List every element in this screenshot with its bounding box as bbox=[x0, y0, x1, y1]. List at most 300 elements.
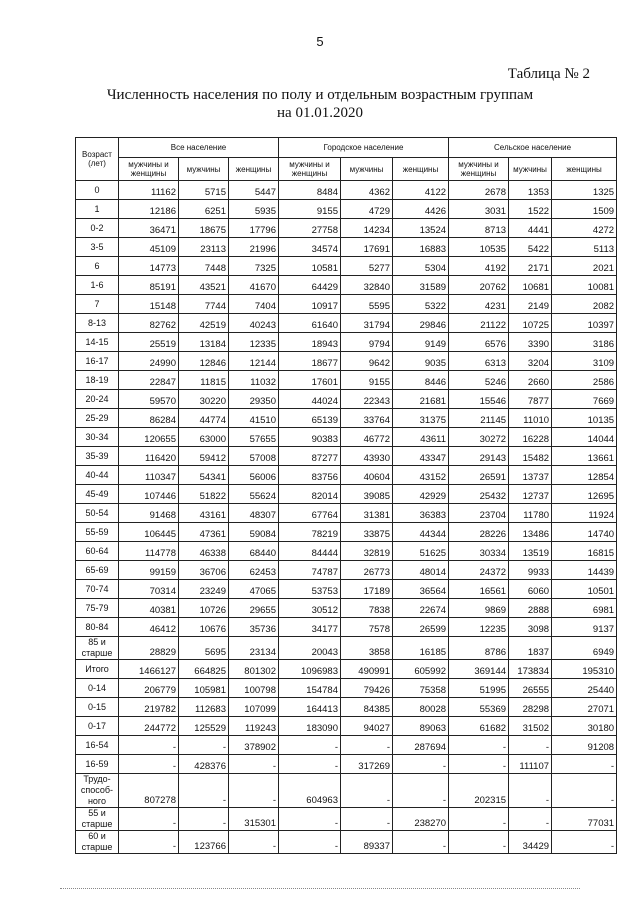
table-cell: 51995 bbox=[449, 679, 509, 698]
table-cell: 4272 bbox=[552, 219, 617, 238]
table-cell: 15148 bbox=[119, 295, 179, 314]
table-cell: 125529 bbox=[179, 717, 229, 736]
table-cell: 34429 bbox=[509, 831, 552, 854]
table-cell: 6576 bbox=[449, 333, 509, 352]
table-cell: 33875 bbox=[341, 523, 393, 542]
table-cell: 17189 bbox=[341, 580, 393, 599]
table-cell: 18677 bbox=[279, 352, 341, 371]
table-cell: 79426 bbox=[341, 679, 393, 698]
table-cell: 106445 bbox=[119, 523, 179, 542]
table-cell: 47361 bbox=[179, 523, 229, 542]
table-cell: - bbox=[341, 774, 393, 808]
table-cell: - bbox=[119, 736, 179, 755]
table-cell: 164413 bbox=[279, 698, 341, 717]
table-cell: - bbox=[341, 736, 393, 755]
table-cell: 2082 bbox=[552, 295, 617, 314]
table-cell: 43611 bbox=[393, 428, 449, 447]
table-cell: 21145 bbox=[449, 409, 509, 428]
table-cell: 1096983 bbox=[279, 660, 341, 679]
table-cell: 11924 bbox=[552, 504, 617, 523]
table-cell: 39085 bbox=[341, 485, 393, 504]
table-cell: 7404 bbox=[229, 295, 279, 314]
row-age-label: 30-34 bbox=[76, 428, 119, 447]
table-cell: 100798 bbox=[229, 679, 279, 698]
row-age-label: 8-13 bbox=[76, 314, 119, 333]
table-cell: 317269 bbox=[341, 755, 393, 774]
table-cell: 8786 bbox=[449, 637, 509, 660]
table-cell: 10726 bbox=[179, 599, 229, 618]
table-cell: 82762 bbox=[119, 314, 179, 333]
table-cell: 25440 bbox=[552, 679, 617, 698]
table-cell: 23113 bbox=[179, 238, 229, 257]
table-cell: 43521 bbox=[179, 276, 229, 295]
table-cell: 59570 bbox=[119, 390, 179, 409]
table-cell: 10397 bbox=[552, 314, 617, 333]
table-cell: - bbox=[449, 755, 509, 774]
table-cell: 44774 bbox=[179, 409, 229, 428]
row-age-label: 50-54 bbox=[76, 504, 119, 523]
table-cell: 36383 bbox=[393, 504, 449, 523]
table-cell: 28226 bbox=[449, 523, 509, 542]
table-row bbox=[76, 660, 617, 679]
table-row bbox=[76, 409, 617, 428]
table-cell: 29846 bbox=[393, 314, 449, 333]
table-cell: 3390 bbox=[509, 333, 552, 352]
table-cell: 12695 bbox=[552, 485, 617, 504]
table-cell: 35736 bbox=[229, 618, 279, 637]
table-cell: 23134 bbox=[229, 637, 279, 660]
table-cell: - bbox=[119, 755, 179, 774]
table-cell: 604963 bbox=[279, 774, 341, 808]
table-cell: 9933 bbox=[509, 561, 552, 580]
table-cell: 5322 bbox=[393, 295, 449, 314]
table-cell: 63000 bbox=[179, 428, 229, 447]
table-cell: 8484 bbox=[279, 181, 341, 200]
table-cell: 53753 bbox=[279, 580, 341, 599]
table-cell: 12144 bbox=[229, 352, 279, 371]
table-cell: 59084 bbox=[229, 523, 279, 542]
table-cell: 4426 bbox=[393, 200, 449, 219]
table-cell: 14740 bbox=[552, 523, 617, 542]
table-cell: 34574 bbox=[279, 238, 341, 257]
table-row bbox=[76, 774, 617, 808]
table-cell: 5447 bbox=[229, 181, 279, 200]
table-row bbox=[76, 257, 617, 276]
row-age-label: 7 bbox=[76, 295, 119, 314]
table-row bbox=[76, 238, 617, 257]
table-cell: 119243 bbox=[229, 717, 279, 736]
table-cell: 43930 bbox=[341, 447, 393, 466]
table-cell: 16815 bbox=[552, 542, 617, 561]
table-cell: 67764 bbox=[279, 504, 341, 523]
table-cell: 51822 bbox=[179, 485, 229, 504]
table-cell: 43347 bbox=[393, 447, 449, 466]
header-group-urban: Городское население bbox=[279, 138, 449, 158]
table-cell: 9869 bbox=[449, 599, 509, 618]
table-cell: 77031 bbox=[552, 808, 617, 831]
header-sub-male: мужчины bbox=[341, 158, 393, 181]
table-cell: 18675 bbox=[179, 219, 229, 238]
row-age-label: 55-59 bbox=[76, 523, 119, 542]
table-cell: - bbox=[229, 774, 279, 808]
table-cell: 807278 bbox=[119, 774, 179, 808]
table-cell: 89063 bbox=[393, 717, 449, 736]
table-cell: 30512 bbox=[279, 599, 341, 618]
table-cell: 16883 bbox=[393, 238, 449, 257]
row-age-label: 25-29 bbox=[76, 409, 119, 428]
table-cell: 4441 bbox=[509, 219, 552, 238]
table-cell: 22674 bbox=[393, 599, 449, 618]
row-age-label: 0-14 bbox=[76, 679, 119, 698]
header-sub-female: женщины bbox=[393, 158, 449, 181]
table-cell: - bbox=[119, 831, 179, 854]
table-row bbox=[76, 679, 617, 698]
table-cell: 91468 bbox=[119, 504, 179, 523]
table-cell: 12854 bbox=[552, 466, 617, 485]
table-row bbox=[76, 599, 617, 618]
table-row bbox=[76, 637, 617, 660]
table-row bbox=[76, 371, 617, 390]
table-cell: 41510 bbox=[229, 409, 279, 428]
row-age-label: 14-15 bbox=[76, 333, 119, 352]
table-row bbox=[76, 276, 617, 295]
table-cell: 9155 bbox=[279, 200, 341, 219]
table-cell: 5595 bbox=[341, 295, 393, 314]
table-cell: 7325 bbox=[229, 257, 279, 276]
table-cell: 36706 bbox=[179, 561, 229, 580]
table-row bbox=[76, 390, 617, 409]
table-cell: 55624 bbox=[229, 485, 279, 504]
table-cell: 112683 bbox=[179, 698, 229, 717]
table-cell: - bbox=[552, 755, 617, 774]
row-age-label: 0 bbox=[76, 181, 119, 200]
table-cell: 238270 bbox=[393, 808, 449, 831]
table-cell: 13737 bbox=[509, 466, 552, 485]
table-cell: 32840 bbox=[341, 276, 393, 295]
table-row bbox=[76, 561, 617, 580]
table-cell: 114778 bbox=[119, 542, 179, 561]
table-cell: 7448 bbox=[179, 257, 229, 276]
table-cell: 29143 bbox=[449, 447, 509, 466]
table-cell: 116420 bbox=[119, 447, 179, 466]
table-cell: 13661 bbox=[552, 447, 617, 466]
table-cell: 8713 bbox=[449, 219, 509, 238]
table-cell: 30334 bbox=[449, 542, 509, 561]
table-cell: 18943 bbox=[279, 333, 341, 352]
table-cell: 5422 bbox=[509, 238, 552, 257]
table-cell: 219782 bbox=[119, 698, 179, 717]
table-cell: 41670 bbox=[229, 276, 279, 295]
table-cell: 43161 bbox=[179, 504, 229, 523]
row-age-label: 16-54 bbox=[76, 736, 119, 755]
table-cell: 4122 bbox=[393, 181, 449, 200]
table-cell: 13486 bbox=[509, 523, 552, 542]
row-age-label: 0-2 bbox=[76, 219, 119, 238]
table-cell: - bbox=[179, 774, 229, 808]
table-cell: 3204 bbox=[509, 352, 552, 371]
title-line-2: на 01.01.2020 bbox=[277, 105, 363, 121]
table-cell: 14044 bbox=[552, 428, 617, 447]
table-row bbox=[76, 200, 617, 219]
table-cell: 80028 bbox=[393, 698, 449, 717]
table-cell: 65139 bbox=[279, 409, 341, 428]
table-cell: 91208 bbox=[552, 736, 617, 755]
table-cell: 15546 bbox=[449, 390, 509, 409]
table-cell: 5935 bbox=[229, 200, 279, 219]
table-cell: 10501 bbox=[552, 580, 617, 599]
header-sub-male: мужчины bbox=[179, 158, 229, 181]
row-age-label: 75-79 bbox=[76, 599, 119, 618]
table-cell: 30180 bbox=[552, 717, 617, 736]
table-cell: 13524 bbox=[393, 219, 449, 238]
table-cell: 5304 bbox=[393, 257, 449, 276]
table-row bbox=[76, 295, 617, 314]
row-age-label: 16-17 bbox=[76, 352, 119, 371]
table-cell: 1466127 bbox=[119, 660, 179, 679]
table-cell: 4729 bbox=[341, 200, 393, 219]
table-cell: 11010 bbox=[509, 409, 552, 428]
table-cell: 14234 bbox=[341, 219, 393, 238]
table-cell: 47065 bbox=[229, 580, 279, 599]
table-cell: 4362 bbox=[341, 181, 393, 200]
table-cell: 2171 bbox=[509, 257, 552, 276]
table-cell: 48307 bbox=[229, 504, 279, 523]
row-age-label: 1 bbox=[76, 200, 119, 219]
table-row bbox=[76, 523, 617, 542]
table-cell: 123766 bbox=[179, 831, 229, 854]
table-cell: - bbox=[449, 736, 509, 755]
table-cell: 7578 bbox=[341, 618, 393, 637]
table-cell: 801302 bbox=[229, 660, 279, 679]
table-row bbox=[76, 618, 617, 637]
table-cell: 44024 bbox=[279, 390, 341, 409]
table-cell: 64429 bbox=[279, 276, 341, 295]
table-cell: 70314 bbox=[119, 580, 179, 599]
table-cell: - bbox=[509, 774, 552, 808]
table-cell: 16228 bbox=[509, 428, 552, 447]
table-cell: - bbox=[229, 831, 279, 854]
table-cell: 48014 bbox=[393, 561, 449, 580]
row-age-label: 35-39 bbox=[76, 447, 119, 466]
table-number: Таблица № 2 bbox=[507, 66, 590, 82]
table-cell: 31375 bbox=[393, 409, 449, 428]
row-age-label: 0-17 bbox=[76, 717, 119, 736]
table-cell: 22343 bbox=[341, 390, 393, 409]
table-cell: 10917 bbox=[279, 295, 341, 314]
table-cell: 11780 bbox=[509, 504, 552, 523]
table-cell: - bbox=[393, 831, 449, 854]
table-cell: 12235 bbox=[449, 618, 509, 637]
table-cell: 12186 bbox=[119, 200, 179, 219]
table-cell: 107446 bbox=[119, 485, 179, 504]
table-row bbox=[76, 736, 617, 755]
table-cell: 287694 bbox=[393, 736, 449, 755]
table-cell: 206779 bbox=[119, 679, 179, 698]
table-cell: 10725 bbox=[509, 314, 552, 333]
table-row bbox=[76, 333, 617, 352]
table-cell: 30220 bbox=[179, 390, 229, 409]
table-cell: 34177 bbox=[279, 618, 341, 637]
table-cell: 1522 bbox=[509, 200, 552, 219]
table-cell: 9035 bbox=[393, 352, 449, 371]
table-cell: 12335 bbox=[229, 333, 279, 352]
row-age-label: 16-59 bbox=[76, 755, 119, 774]
table-cell: 23249 bbox=[179, 580, 229, 599]
table-cell: - bbox=[229, 755, 279, 774]
table-cell: 56006 bbox=[229, 466, 279, 485]
table-cell: 154784 bbox=[279, 679, 341, 698]
table-row bbox=[76, 219, 617, 238]
table-cell: 10081 bbox=[552, 276, 617, 295]
table-cell: 11162 bbox=[119, 181, 179, 200]
table-cell: 84444 bbox=[279, 542, 341, 561]
table-cell: 2678 bbox=[449, 181, 509, 200]
table-cell: 26555 bbox=[509, 679, 552, 698]
table-cell: 7838 bbox=[341, 599, 393, 618]
table-cell: 10681 bbox=[509, 276, 552, 295]
table-cell: 111107 bbox=[509, 755, 552, 774]
table-row bbox=[76, 808, 617, 831]
row-age-label: 60 и старше bbox=[76, 831, 119, 854]
row-age-label: 60-64 bbox=[76, 542, 119, 561]
table-cell: 105981 bbox=[179, 679, 229, 698]
table-cell: 9155 bbox=[341, 371, 393, 390]
row-age-label: 55 и старше bbox=[76, 808, 119, 831]
table-cell: 4192 bbox=[449, 257, 509, 276]
table-cell: 21681 bbox=[393, 390, 449, 409]
header-sub-female: женщины bbox=[552, 158, 617, 181]
row-age-label: 1-6 bbox=[76, 276, 119, 295]
table-cell: 51625 bbox=[393, 542, 449, 561]
table-cell: 490991 bbox=[341, 660, 393, 679]
table-cell: 33764 bbox=[341, 409, 393, 428]
table-cell: 82014 bbox=[279, 485, 341, 504]
table-cell: - bbox=[552, 774, 617, 808]
table-cell: 10581 bbox=[279, 257, 341, 276]
table-cell: 369144 bbox=[449, 660, 509, 679]
table-cell: 14773 bbox=[119, 257, 179, 276]
table-cell: 78219 bbox=[279, 523, 341, 542]
table-cell: 99159 bbox=[119, 561, 179, 580]
table-cell: 315301 bbox=[229, 808, 279, 831]
row-age-label: 85 и старше bbox=[76, 637, 119, 660]
table-cell: 13519 bbox=[509, 542, 552, 561]
table-cell: 20762 bbox=[449, 276, 509, 295]
table-cell: 10535 bbox=[449, 238, 509, 257]
table-cell: 17691 bbox=[341, 238, 393, 257]
table-cell: 74787 bbox=[279, 561, 341, 580]
table-cell: 183090 bbox=[279, 717, 341, 736]
table-cell: 46338 bbox=[179, 542, 229, 561]
table-cell: 89337 bbox=[341, 831, 393, 854]
table-row bbox=[76, 428, 617, 447]
table-cell: 14439 bbox=[552, 561, 617, 580]
page-title bbox=[0, 86, 640, 122]
table-row bbox=[76, 447, 617, 466]
table-row bbox=[76, 542, 617, 561]
table-cell: 21996 bbox=[229, 238, 279, 257]
table-body bbox=[76, 181, 617, 854]
header-sub-both: мужчины и женщины bbox=[119, 158, 179, 181]
table-cell: 6313 bbox=[449, 352, 509, 371]
header-sub-both: мужчины и женщины bbox=[449, 158, 509, 181]
table-row bbox=[76, 831, 617, 854]
table-cell: 28829 bbox=[119, 637, 179, 660]
table-cell: 2586 bbox=[552, 371, 617, 390]
row-age-label: 6 bbox=[76, 257, 119, 276]
row-age-label: 0-15 bbox=[76, 698, 119, 717]
row-age-label: 40-44 bbox=[76, 466, 119, 485]
table-cell: 3031 bbox=[449, 200, 509, 219]
table-cell: 90383 bbox=[279, 428, 341, 447]
table-row bbox=[76, 580, 617, 599]
header-group-rural: Сельское население bbox=[449, 138, 617, 158]
table-cell: 28298 bbox=[509, 698, 552, 717]
table-cell: 12846 bbox=[179, 352, 229, 371]
table-cell: 17601 bbox=[279, 371, 341, 390]
table-cell: 55369 bbox=[449, 698, 509, 717]
table-cell: 2660 bbox=[509, 371, 552, 390]
header-age: Возраст (лет) bbox=[76, 138, 119, 181]
table-cell: 42929 bbox=[393, 485, 449, 504]
table-cell: 61682 bbox=[449, 717, 509, 736]
table-cell: - bbox=[279, 755, 341, 774]
title-line-1: Численность населения по полу и отдельным возрастным группам bbox=[106, 87, 534, 103]
table-cell: 26591 bbox=[449, 466, 509, 485]
table-cell: 6060 bbox=[509, 580, 552, 599]
table-cell: 13184 bbox=[179, 333, 229, 352]
table-row bbox=[76, 698, 617, 717]
table-cell: 85191 bbox=[119, 276, 179, 295]
table-cell: 31589 bbox=[393, 276, 449, 295]
header-sub-female: женщины bbox=[229, 158, 279, 181]
table-cell: 11815 bbox=[179, 371, 229, 390]
table-cell: 5277 bbox=[341, 257, 393, 276]
table-cell: 3098 bbox=[509, 618, 552, 637]
table-cell: 27758 bbox=[279, 219, 341, 238]
table-cell: 107099 bbox=[229, 698, 279, 717]
table-cell: 110347 bbox=[119, 466, 179, 485]
table-cell: 20043 bbox=[279, 637, 341, 660]
table-cell: 7744 bbox=[179, 295, 229, 314]
table-row bbox=[76, 352, 617, 371]
table-cell: 7669 bbox=[552, 390, 617, 409]
row-age-label: 65-69 bbox=[76, 561, 119, 580]
table-cell: 31381 bbox=[341, 504, 393, 523]
table-cell: 45109 bbox=[119, 238, 179, 257]
table-cell: 43152 bbox=[393, 466, 449, 485]
table-row bbox=[76, 717, 617, 736]
table-cell: 75358 bbox=[393, 679, 449, 698]
header-sub-male: мужчины bbox=[509, 158, 552, 181]
row-age-label: 80-84 bbox=[76, 618, 119, 637]
table-cell: 428376 bbox=[179, 755, 229, 774]
table-cell: 30272 bbox=[449, 428, 509, 447]
table-cell: 31502 bbox=[509, 717, 552, 736]
table-cell: 94027 bbox=[341, 717, 393, 736]
table-cell: 4231 bbox=[449, 295, 509, 314]
table-cell: 83756 bbox=[279, 466, 341, 485]
table-cell: - bbox=[279, 831, 341, 854]
table-cell: 1509 bbox=[552, 200, 617, 219]
table-cell: 1837 bbox=[509, 637, 552, 660]
table-cell: - bbox=[509, 808, 552, 831]
table-cell: 195310 bbox=[552, 660, 617, 679]
table-cell: - bbox=[279, 736, 341, 755]
table-cell: - bbox=[279, 808, 341, 831]
table-cell: 173834 bbox=[509, 660, 552, 679]
table-cell: 31794 bbox=[341, 314, 393, 333]
